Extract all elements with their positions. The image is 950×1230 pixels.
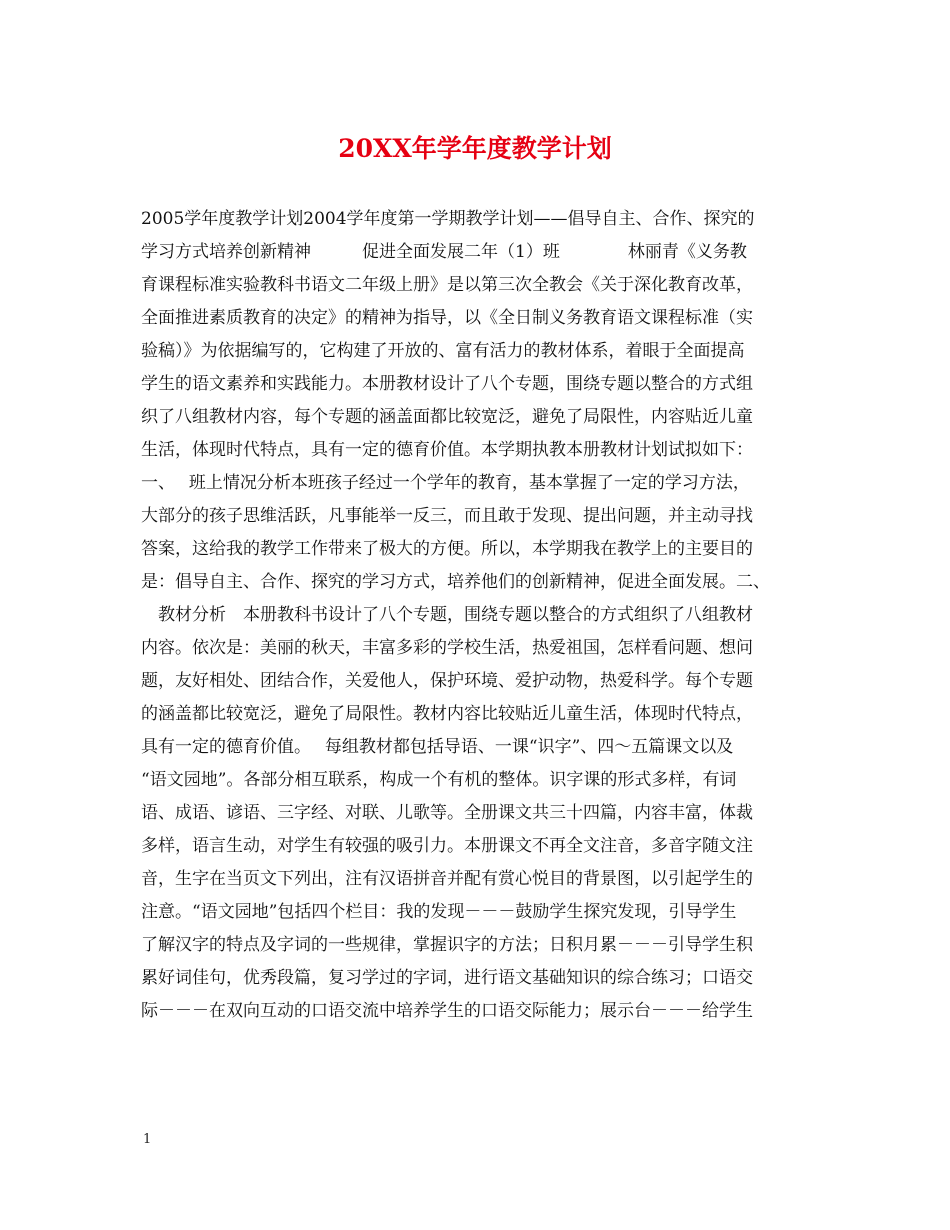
body-line: 累好词佳句，优秀段篇，复习学过的字词，进行语文基础知识的综合练习；口语交 <box>141 968 753 988</box>
body-line: 内容。依次是：美丽的秋天，丰富多彩的学校生活，热爱祖国，怎样看问题、想问 <box>141 638 753 658</box>
document-body <box>141 203 831 1028</box>
body-line: 的涵盖都比较宽泛，避免了局限性。教材内容比较贴近儿童生活，体现时代特点， <box>141 704 753 724</box>
body-line: 大部分的孩子思维活跃，凡事能举一反三，而且敢于发现、提出问题，并主动寻找 <box>141 506 753 526</box>
body-line: 织了八组教材内容，每个专题的涵盖面都比较宽泛，避免了局限性，内容贴近儿童 <box>141 407 753 427</box>
body-line: 了解汉字的特点及字词的一些规律，掌握识字的方法；日积月累－－－引导学生积 <box>141 935 753 955</box>
body-line: 注意。“语文园地”包括四个栏目：我的发现－－－鼓励学生探究发现，引导学生 <box>141 902 737 922</box>
body-line: 2005学年度教学计划2004学年度第一学期教学计划——倡导自主、合作、探究的 <box>141 209 755 229</box>
body-line: 音，生字在当页文下列出，注有汉语拼音并配有赏心悦目的背景图，以引起学生的 <box>141 869 753 889</box>
body-line: 学生的语文素养和实践能力。本册教材设计了八个专题，围绕专题以整合的方式组 <box>141 374 753 394</box>
body-line: 具有一定的德育价值。 每组教材都包括导语、一课“识字”、四～五篇课文以及 <box>141 737 734 757</box>
body-line: 多样，语言生动，对学生有较强的吸引力。本册课文不再全文注音，多音字随文注 <box>141 836 753 856</box>
body-line: 学习方式培养创新精神 促进全面发展二年（1）班 林丽青《义务教 <box>141 242 747 262</box>
body-line: 生活，体现时代特点，具有一定的德育价值。本学期执教本册教材计划试拟如下： <box>141 440 753 460</box>
body-line: 是：倡导自主、合作、探究的学习方式，培养他们的创新精神，促进全面发展。二、 <box>141 572 770 592</box>
body-line: 语、成语、谚语、三字经、对联、儿歌等。全册课文共三十四篇，内容丰富，体裁 <box>141 803 753 823</box>
document-title: 20XX年学年度教学计划 <box>338 134 612 163</box>
body-line: “语文园地”。各部分相互联系，构成一个有机的整体。识字课的形式多样，有词 <box>141 770 737 790</box>
body-line: 答案，这给我的教学工作带来了极大的方便。所以，本学期我在教学上的主要目的 <box>141 539 753 559</box>
body-line: 验稿）》为依据编写的，它构建了开放的、富有活力的教材体系，着眼于全面提高 <box>141 341 745 361</box>
body-line: 育课程标准实验教科书语文二年级上册》是以第三次全教会《关于深化教育改革， <box>141 275 753 295</box>
body-line: 题，友好相处、团结合作，关爱他人，保护环境、爱护动物，热爱科学。每个专题 <box>141 671 753 691</box>
body-line: 教材分析 本册教科书设计了八个专题，围绕专题以整合的方式组织了八组教材 <box>141 605 753 625</box>
body-line: 全面推进素质教育的决定》的精神为指导，以《全日制义务教育语文课程标准（实 <box>141 308 753 328</box>
body-line: 际－－－在双向互动的口语交流中培养学生的口语交际能力；展示台－－－给学生 <box>141 1001 753 1021</box>
page-number: 1 <box>143 1132 152 1147</box>
body-line: 一、 班上情况分析本班孩子经过一个学年的教育，基本掌握了一定的学习方法， <box>141 473 750 493</box>
